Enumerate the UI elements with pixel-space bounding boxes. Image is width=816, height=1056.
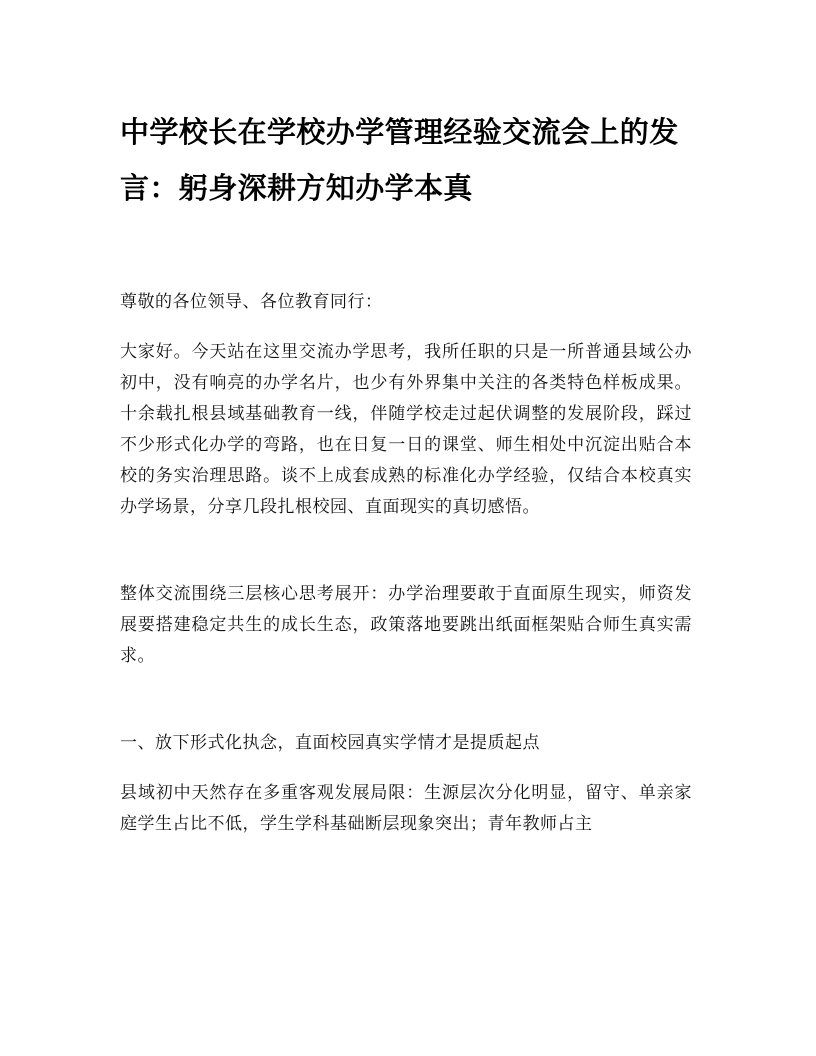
document-title: 中学校长在学校办学管理经验交流会上的发言：躬身深耕方知办学本真	[120, 115, 679, 205]
paragraph-intro: 大家好。今天站在这里交流办学思考，我所任职的只是一所普通县域公办初中，没有响亮的办学名片，也少有外界集中关注的各类特色样板成果。十余载扎根县域基础教育一线，伴随学校走过起伏调整的发展阶段，踩过不少形式化办学的弯路，也在日复一日的课堂、师生相处中沉淀出贴合本校的务实治理思路。谈不上成套成熟的标准化办学经验，仅结合本校真实办学场景，分享几段扎根校园、直面现实的真切感悟。	[120, 342, 692, 517]
salutation: 尊敬的各位领导、各位教育同行：	[120, 292, 383, 312]
paragraph-section-1: 县域初中天然存在多重客观发展局限：生源层次分化明显，留守、单亲家庭学生占比不低，学生学科基础断层现象突出；青年教师占主	[120, 783, 692, 834]
section-heading-1: 一、放下形式化执念，直面校园真实学情才是提质起点	[120, 733, 540, 753]
paragraph-overview: 整体交流围绕三层核心思考展开：办学治理要敢于直面原生现实，师资发展要搭建稳定共生的成长生态，政策落地要跳出纸面框架贴合师生真实需求。	[120, 584, 692, 666]
document-body	[120, 104, 692, 840]
